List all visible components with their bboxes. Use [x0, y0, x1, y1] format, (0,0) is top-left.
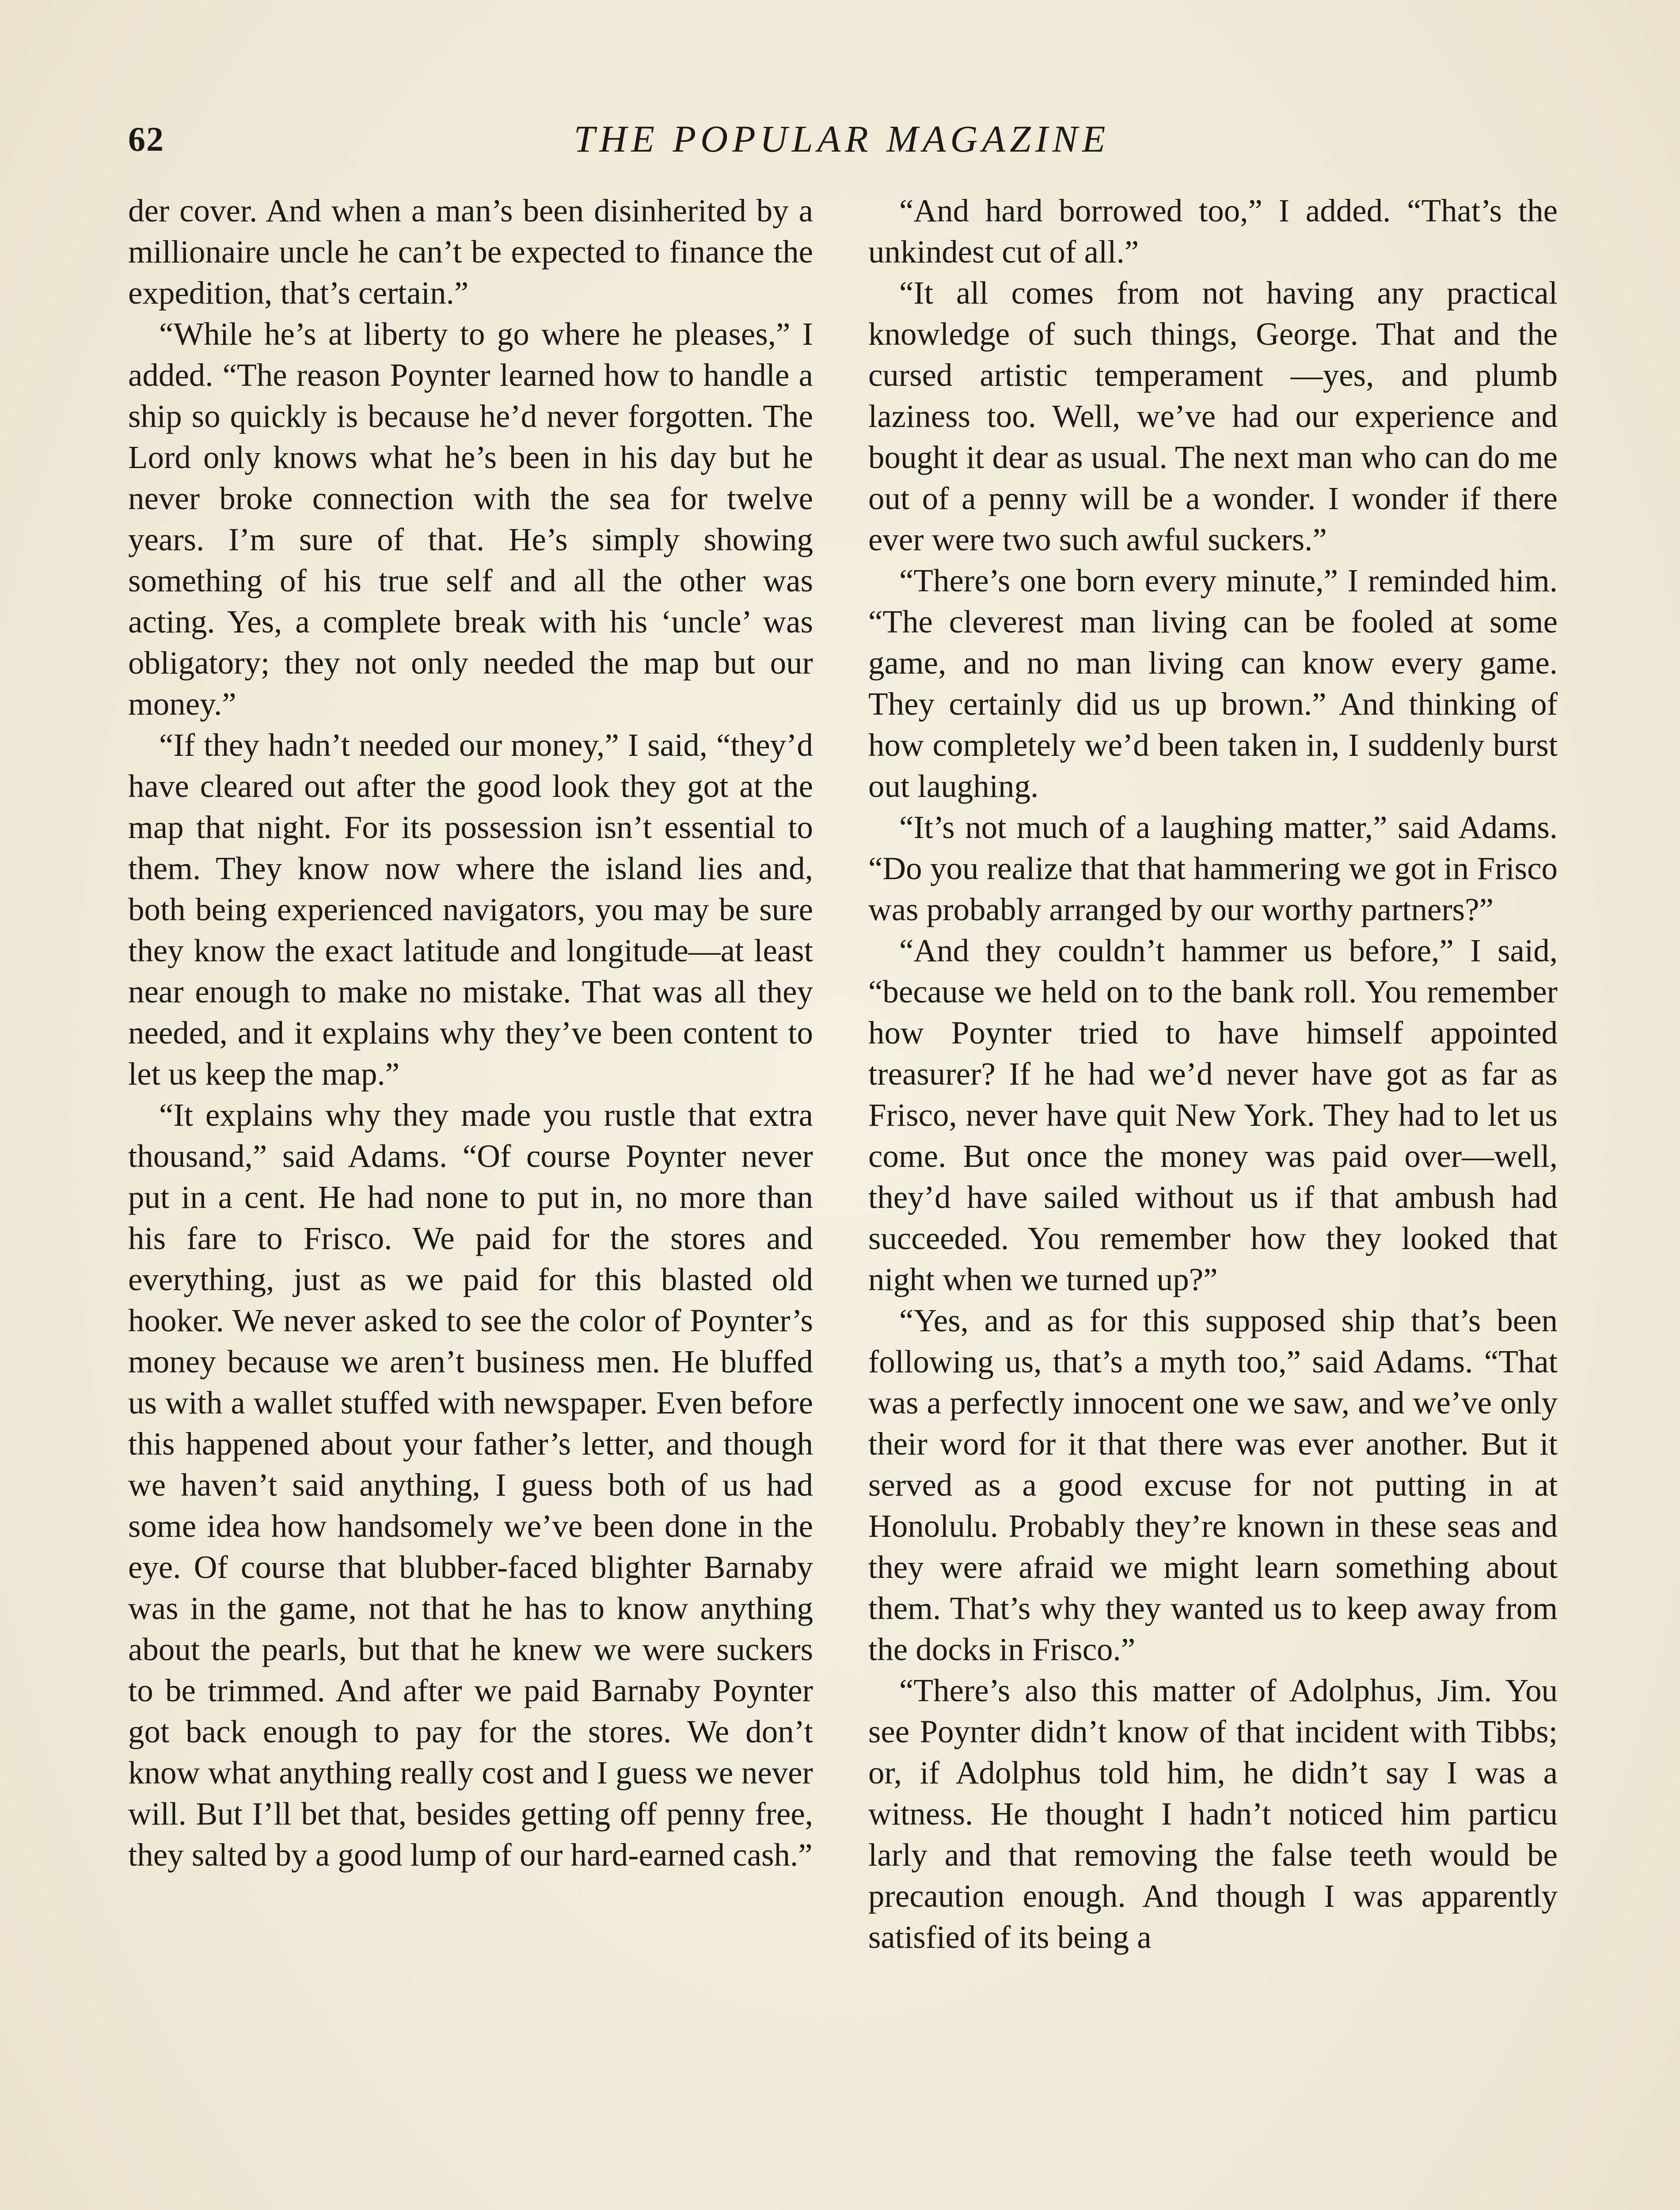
paragraph: “There’s one born every minute,” I reminded him. “The cleverest man living can be fooled at some game, and no man living can know every game. They certainly did us up brown.” And thinking of how completely we’d been taken in, I suddenly burst out laughing. — [868, 563, 1558, 804]
paragraph: “There’s also this matter of Adolphus, Jim. You see Poynter didn’t know of that incident with Tibbs; or, if Adolphus told him, he didn’t say I was a witness. He thought I hadn’t noticed him particu larly and that removing the false teeth would be precaution enough. And though I was apparently satisfied of its being a — [868, 1673, 1558, 1955]
paragraph: der cover. And when a man’s been disinherited by a millionaire uncle he can’t be expected to finance the expedition, that’s certain.” — [128, 193, 813, 311]
paragraph: “It explains why they made you rustle that extra thousand,” said Adams. “Of course Poynter never put in a cent. He had none to put in, no more than his fare to Frisco. We paid for the stores and everything, just as we paid for this blasted old hooker. We never asked to see the color of Poynter’s money because we aren’t business men. He bluffed us with a wallet stuffed with newspaper. Even before this happened about your father’s letter, and though we haven’t said anything, I guess both of us had some idea how handsomely we’ve been done in the eye. Of course that blubber-faced blighter Barnaby was in the game, not that he has to know anything about the pearls, but that he knew we were suckers to be trimmed. And after we paid Barnaby Poynter got back enough to pay for the stores. We don’t know what anything really cost and I guess we never will. But I’ll bet that, besides getting off penny free, they salted by a good lump of our hard-earned cash.” — [128, 1097, 813, 1873]
left-column — [128, 190, 813, 1875]
right-column — [868, 190, 1558, 1958]
paragraph: “And hard borrowed too,” I added. “That’s the unkindest cut of all.” — [868, 193, 1558, 270]
page-header — [128, 110, 1555, 168]
paragraph: “And they couldn’t hammer us before,” I said, “because we held on to the bank roll. You remember how Poynter tried to have himself appointed treasurer? If he had we’d never have got as far as Frisco, never have quit New York. They had to let us come. But once the money was paid over—well, they’d have sailed without us if that ambush had succeeded. You remember how they looked that night when we turned up?” — [868, 933, 1558, 1297]
running-head: THE POPULAR MAGAZINE — [574, 118, 1110, 160]
page-number: 62 — [128, 120, 164, 158]
paragraph: “It all comes from not having any practical knowledge of such things, George. That and the cursed artistic temperament —yes, and plumb laziness too. Well, we’ve had our experience and bought it dear as usual. The next man who can do me out of a penny will be a wonder. I wonder if there ever were two such awful suckers.” — [868, 275, 1558, 557]
text-columns — [128, 190, 1558, 2210]
paragraph: “It’s not much of a laughing matter,” said Adams. “Do you realize that that hammering we got in Frisco was probably arranged by our worthy partners?” — [868, 809, 1558, 927]
paragraph: “If they hadn’t needed our money,” I said, “they’d have cleared out after the good look they got at the map that night. For its possession isn’t essential to them. They know now where the island lies and, both being experienced navigators, you may be sure they know the exact latitude and longitude—at least near enough to make no mistake. That was all they needed, and it explains why they’ve been content to let us keep the map.” — [128, 727, 813, 1092]
paragraph: “While he’s at liberty to go where he pleases,” I added. “The reason Poynter learned how to handle a ship so quickly is because he’d never forgotten. The Lord only knows what he’s been in his day but he never broke connection with the sea for twelve years. I’m sure of that. He’s simply showing something of his true self and all the other was acting. Yes, a complete break with his ‘uncle’ was obligatory; they not only needed the map but our money.” — [128, 316, 813, 722]
paragraph: “Yes, and as for this supposed ship that’s been following us, that’s a myth too,” said Adams. “That was a perfectly innocent one we saw, and we’ve only their word for it that there was ever another. But it served as a good excuse for not putting in at Honolulu. Probably they’re known in these seas and they were afraid we might learn something about them. That’s why they wanted us to keep away from the docks in Frisco.” — [868, 1303, 1558, 1667]
